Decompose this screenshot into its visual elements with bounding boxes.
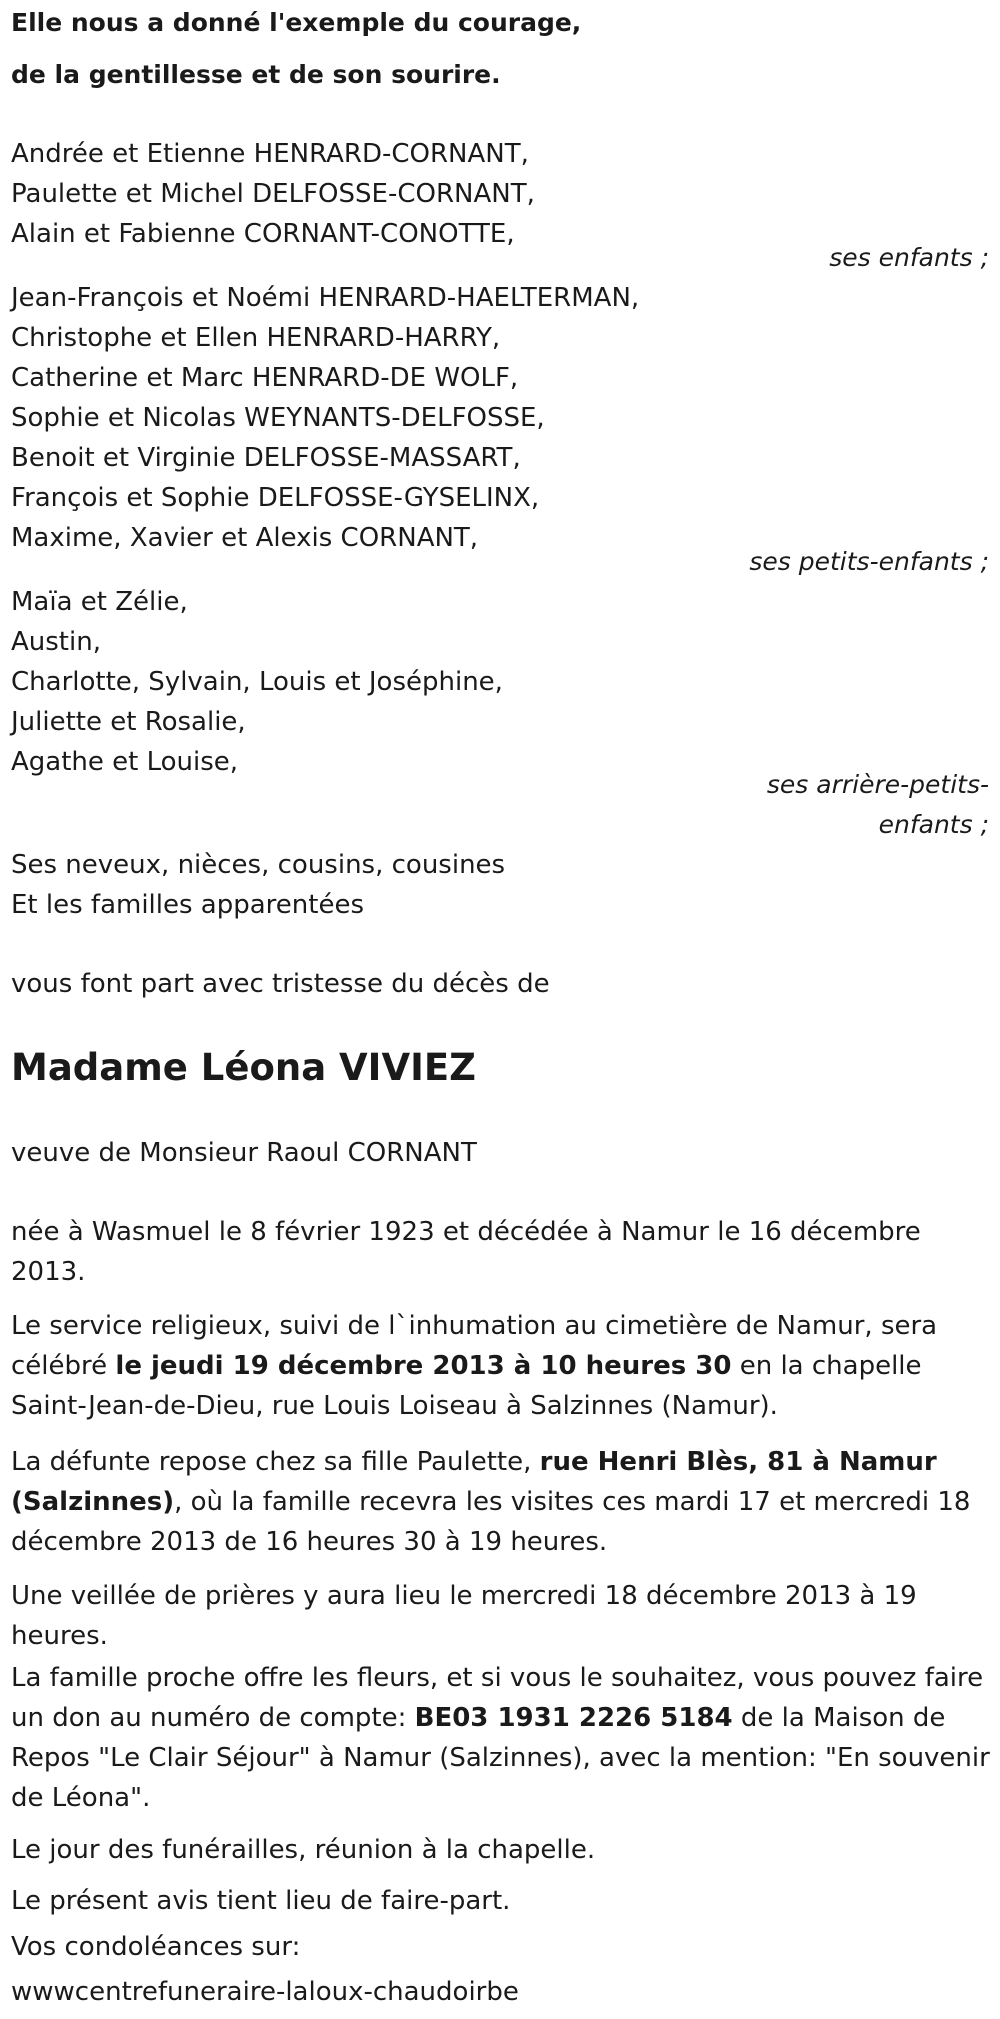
child-name: Paulette et Michel DELFOSSE-CORNANT, [11, 179, 535, 209]
flowers-paragraph [11, 1658, 996, 1818]
deceased-name: Madame Léona VIVIEZ [11, 1046, 476, 1089]
condolences-website-link[interactable]: wwwcentrefuneraire-laloux-chaudoirbe [11, 1977, 519, 2007]
relatives-line-2: Et les familles apparentées [11, 890, 365, 920]
grandchild-name: Jean-François et Noémi HENRARD-HAELTERMAN, [11, 283, 640, 313]
service-paragraph [11, 1306, 996, 1426]
epigraph-line-2: de la gentillesse et de son sourire. [11, 60, 501, 89]
vigil-paragraph: Une veillée de prières y aura lieu le mercredi 18 décembre 2013 à 19 heures. [11, 1581, 917, 1651]
grandchild-name: Maxime, Xavier et Alexis CORNANT, [11, 523, 479, 553]
great-grandchild-name: Juliette et Rosalie, [11, 707, 246, 737]
relatives-line-1: Ses neveux, nièces, cousins, cousines [11, 850, 506, 880]
notice-paragraph: Le présent avis tient lieu de faire-part. [11, 1886, 511, 1916]
great-grandchild-name: Charlotte, Sylvain, Louis et Joséphine, [11, 667, 503, 697]
great-grandchild-name: Agathe et Louise, [11, 747, 239, 777]
great-grandchildren-role-label-line-2: enfants ; [878, 810, 989, 839]
flowers-text-after: de la Maison de Repos "Le Clair Séjour" à Namur (Salzinnes), avec la mention: "En souvenir de Léona". [11, 1703, 990, 1813]
grandchild-name: Catherine et Marc HENRARD-DE WOLF, [11, 363, 519, 393]
repose-address: rue Henri Blès, 81 à Namur (Salzinnes) [11, 1447, 937, 1517]
widow-of-text: veuve de Monsieur Raoul CORNANT [11, 1138, 477, 1168]
repose-paragraph [11, 1442, 996, 1562]
service-date-time: le jeudi 19 décembre 2013 à 10 heures 30 [115, 1351, 732, 1381]
bank-account-number: BE03 1931 2226 5184 [414, 1703, 733, 1733]
grandchild-name: Sophie et Nicolas WEYNANTS-DELFOSSE, [11, 403, 545, 433]
child-name: Alain et Fabienne CORNANT-CONOTTE, [11, 219, 515, 249]
birth-death-paragraph: née à Wasmuel le 8 février 1923 et décédée à Namur le 16 décembre 2013. [11, 1217, 921, 1287]
service-text-before: Le service religieux, suivi de l`inhumation au cimetière de Namur, sera célébré [11, 1311, 938, 1381]
grandchild-name: Benoit et Virginie DELFOSSE-MASSART, [11, 443, 521, 473]
repose-text-after: , où la famille recevra les visites ces mardi 17 et mercredi 18 décembre 2013 de 16 heures 30 à 19 heures. [11, 1487, 971, 1557]
child-name: Andrée et Etienne HENRARD-CORNANT, [11, 139, 529, 169]
condolences-label: Vos condoléances sur: [11, 1932, 301, 1962]
flowers-text-before: La famille proche offre les fleurs, et si vous le souhaitez, vous pouvez faire un don au numéro de compte: [11, 1663, 984, 1733]
service-text-after: en la chapelle Saint-Jean-de-Dieu, rue Louis Loiseau à Salzinnes (Namur). [11, 1351, 922, 1421]
meeting-paragraph: Le jour des funérailles, réunion à la chapelle. [11, 1835, 596, 1865]
repose-text-before: La défunte repose chez sa fille Paulette, [11, 1447, 540, 1477]
grandchildren-role-label: ses petits-enfants ; [749, 547, 989, 576]
grandchild-name: François et Sophie DELFOSSE-GYSELINX, [11, 483, 540, 513]
great-grandchild-name: Maïa et Zélie, [11, 587, 188, 617]
great-grandchildren-role-label-line-1: ses arrière-petits- [766, 770, 989, 799]
epigraph-line-1: Elle nous a donné l'exemple du courage, [11, 8, 582, 37]
announcement-text: vous font part avec tristesse du décès de [11, 969, 550, 999]
children-role-label: ses enfants ; [829, 243, 989, 272]
grandchild-name: Christophe et Ellen HENRARD-HARRY, [11, 323, 501, 353]
great-grandchild-name: Austin, [11, 627, 101, 657]
